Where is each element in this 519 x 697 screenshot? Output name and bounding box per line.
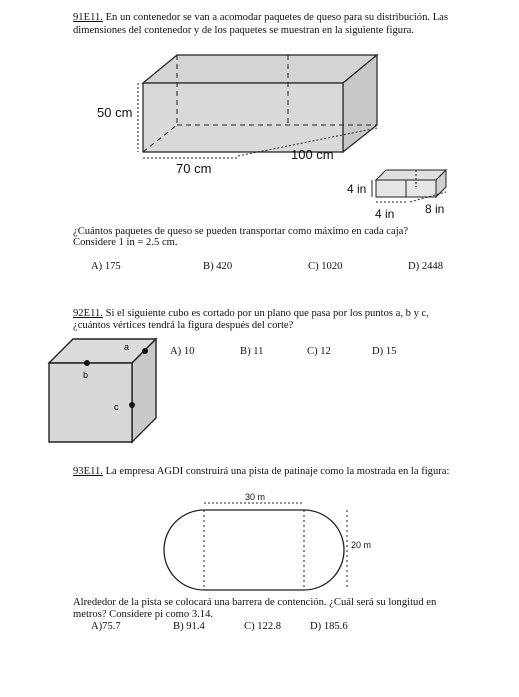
rink-width-label: 20 m <box>351 540 372 550</box>
rink-figure <box>164 503 347 590</box>
cube-figure <box>49 339 156 442</box>
q3-line1 <box>73 466 449 478</box>
q1-option-a[interactable]: A) 175 <box>91 261 121 272</box>
q1-question: ¿Cuántos paquetes de queso se pueden transportar como máximo en cada caja? <box>73 226 409 237</box>
q1-number: 91E11. <box>73 12 103 23</box>
container-figure <box>138 55 377 158</box>
container-width-label: 70 cm <box>176 161 212 176</box>
q2-line1 <box>73 308 429 320</box>
q3-option-a[interactable]: A)75.7 <box>91 621 121 632</box>
q2-option-a[interactable]: A) 10 <box>170 346 195 357</box>
q3-option-c[interactable]: C) 122.8 <box>244 621 282 632</box>
q1-text: En un contenedor se van a acomodar paquetes de queso para su distribución. Las <box>102 12 448 23</box>
q1-option-b[interactable]: B) 420 <box>203 261 233 272</box>
q3-line3: metros? Considere pi como 3.14. <box>73 609 214 620</box>
point-c <box>129 402 135 408</box>
q2-option-b[interactable]: B) 11 <box>240 346 264 357</box>
package-width-label: 4 in <box>375 207 395 221</box>
q2-number: 92E11. <box>73 308 103 319</box>
cube-label-b: b <box>83 370 89 380</box>
container-height-label: 50 cm <box>97 105 133 120</box>
q3-option-b[interactable]: B) 91.4 <box>173 621 205 632</box>
q3-line2: Alrededor de la pista se colocará una barrera de contención. ¿Cuál será su longitud en <box>73 597 437 608</box>
q1-line2: dimensiones del contenedor y de los paquetes se muestran en la siguiente figura. <box>73 25 414 36</box>
q1-note: Considere 1 in = 2.5 cm. <box>73 237 178 248</box>
q2-text: Si el siguiente cubo es cortado por un plano que pasa por los puntos a, b y c, <box>102 308 429 319</box>
q2-line2: ¿cuántos vértices tendrá la figura después del corte? <box>73 320 294 331</box>
rink-length-label: 30 m <box>245 492 266 502</box>
package-figure <box>372 170 446 202</box>
cube-label-c: c <box>114 402 119 412</box>
container-length-label: 100 cm <box>291 147 334 162</box>
q1-option-c[interactable]: C) 1020 <box>308 261 343 272</box>
q3-number: 93E11. <box>73 466 103 477</box>
q3-option-d[interactable]: D) 185.6 <box>310 621 348 632</box>
q3-text: La empresa AGDI construirá una pista de patinaje como la mostrada en la figura: <box>102 466 450 477</box>
q1-option-d[interactable]: D) 2448 <box>408 261 444 272</box>
package-height-label: 4 in <box>347 182 367 196</box>
cube-label-a: a <box>124 342 130 352</box>
q2-option-c[interactable]: C) 12 <box>307 346 331 357</box>
point-a <box>142 348 148 354</box>
point-b <box>84 360 90 366</box>
package-length-label: 8 in <box>425 202 445 216</box>
q2-option-d[interactable]: D) 15 <box>372 346 397 357</box>
